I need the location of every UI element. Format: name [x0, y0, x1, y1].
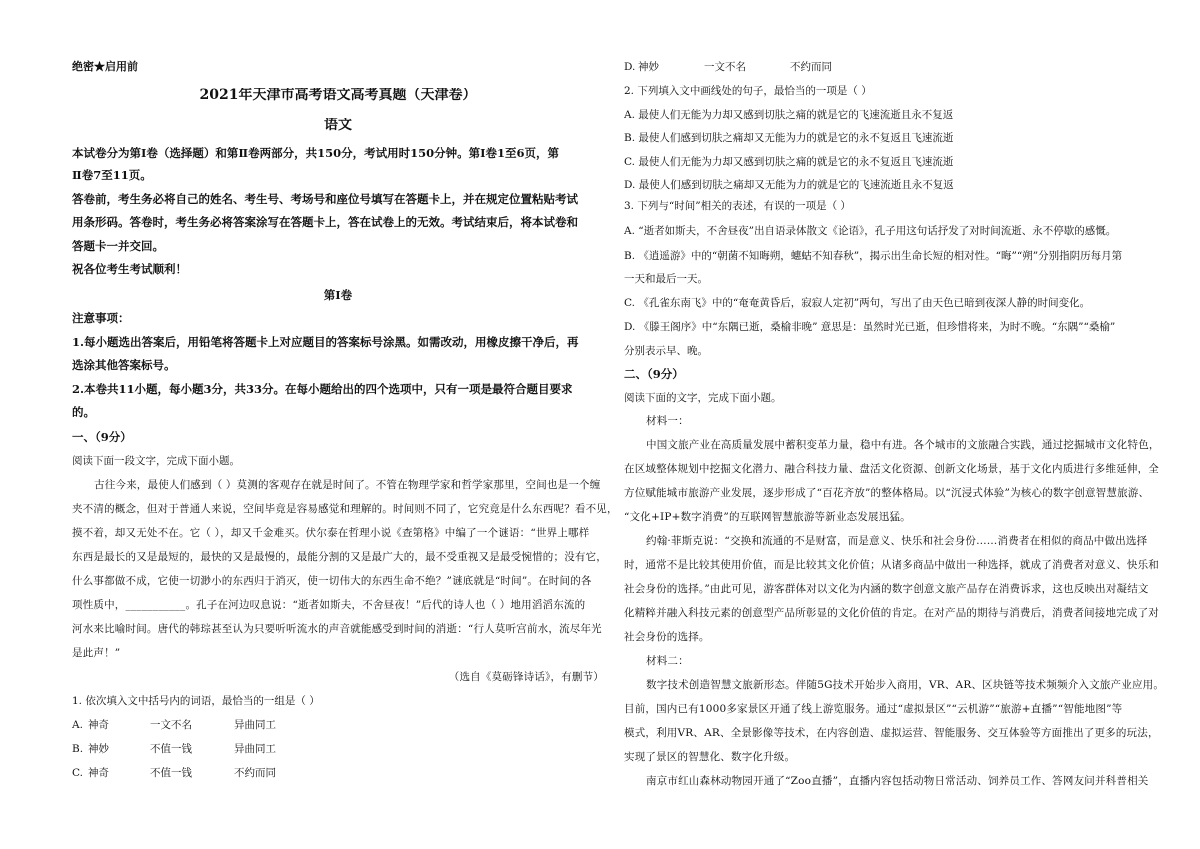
intro-line: 用条形码。答卷时，考生务必将答案涂写在答题卡上，答在试卷上的无效。考试结束后，将本试卷和: [72, 215, 578, 229]
material-label: 材料一：: [646, 415, 689, 427]
material-line: 数字技术创造智慧文旅新形态。伴随5G技术开始步入商用，VR、AR、区块链等技术频频介入文旅产业应用。: [646, 679, 1165, 691]
q3-option: 一天和最后一天。: [624, 273, 708, 285]
subject-title: 语文: [324, 118, 352, 132]
section-heading: 一、（9分）: [72, 430, 132, 444]
material-line: 实现了景区的智慧化、数字化升级。: [624, 751, 796, 763]
intro-line: 答题卡一并交回。: [72, 239, 164, 253]
intro-line: 答卷前，考生务必将自己的姓名、考生号、考场号和座位号填写在答题卡上，并在规定位置粘贴考试: [72, 192, 578, 206]
question-3: 3. 下列与“时间”相关的表述，有误的一项是（ ）: [624, 200, 851, 212]
q2-option: B. 最使人们感到切肤之痛却又无能为力的就是它的永不复返且飞速流逝: [624, 132, 954, 144]
intro-line: 本试卷分为第Ⅰ卷（选择题）和第Ⅱ卷两部分，共150分，考试用时150分钟。第Ⅰ卷1至6页，第: [72, 146, 559, 160]
notes-heading: 注意事项：: [72, 311, 130, 325]
confidential-label: 绝密★启用前: [72, 60, 138, 73]
option-label: B.: [72, 743, 84, 755]
q3-option: D. 《滕王阁序》中“东隅已逝，桑榆非晚” 意思是：虽然时光已逝，但珍惜将来，为时不晚。“东隅”“桑榆”: [624, 321, 1116, 333]
passage-line: 摸不着，却又无处不在。它（ ），却又千金难买。伏尔泰在哲理小说《查第格》中编了一个谜语：“世界上哪样: [72, 527, 590, 539]
passage-line: 夹不清的概念，但对于普通人来说，空间毕竟是容易感觉和理解的。时间则不同了，它究竟是什么东西呢？看不见，: [72, 503, 618, 515]
material-line: 社会身份的选择。: [624, 631, 710, 643]
note-line: 1.每小题选出答案后，用铅笔将答题卡上对应题目的答案标号涂黑。如需改动，用橡皮擦干净后，再: [72, 335, 579, 349]
option-label: A.: [72, 719, 83, 731]
option-word: 一文不名: [704, 61, 746, 73]
material-line: 化精粹并融入科技元素的创意型产品所彰显的文化价值的肯定。在对产品的期待与消费后，消费者间接地完成了对: [624, 607, 1159, 619]
passage-source: （选自《莫砺锋诗话》，有删节）: [448, 671, 604, 683]
passage-line: 是此声！”: [72, 647, 121, 659]
q3-option: C. 《孔雀东南飞》中的“奄奄黄昏后，寂寂人定初”两句，写出了由天色已暗到夜深人静的时间变化。: [624, 297, 1091, 309]
intro-line: 祝各位考生考试顺利！: [72, 262, 187, 276]
passage-line: 什么事都做不成，它使一切渺小的东西归于消灭，使一切伟大的东西生命不绝？”谜底就是“时间”。在时间的各: [72, 575, 592, 587]
material-line: 方位赋能城市旅游产业发展，逐步形成了“百花齐放”的整体格局。以“沉浸式体验”为核心的数字创意智慧旅游、: [624, 487, 1150, 499]
material-line: 时，通常不是比较其使用价值，而是比较其文化价值；从诸多商品中做出一种选择，就成了消费者对意义、快乐和: [624, 559, 1159, 571]
section-heading: 二、（9分）: [624, 367, 684, 381]
option-word: 不值一钱: [150, 743, 192, 755]
option-word: 异曲同工: [234, 719, 276, 731]
option-word: 不约而同: [234, 767, 276, 779]
passage-line: 项性质中，___________。孔子在河边叹息说：“逝者如斯夫，不舍昼夜！”后代的诗人也（ ）地用滔滔东流的: [72, 599, 586, 611]
option-word: 神妙: [88, 743, 109, 755]
option-label: D.: [624, 61, 636, 73]
exam-title: 2021年天津市高考语文高考真题（天津卷）: [199, 88, 477, 102]
material-line: 社会身份的选择。”由此可见，游客群体对以文化为内涵的数字创意文旅产品存在消费诉求，这也反映出对凝结文: [624, 583, 1149, 595]
option-word: 神妙: [638, 61, 659, 73]
section-instruction: 阅读下面一段文字，完成下面小题。: [72, 455, 240, 467]
option-word: 不值一钱: [150, 767, 192, 779]
material-line: 中国文旅产业在高质量发展中蓄积变革力量，稳中有进。各个城市的文旅融合实践，通过挖掘城市文化特色，: [646, 439, 1160, 451]
note-line: 的。: [72, 405, 95, 419]
material-line: 模式，利用VR、AR、全景影像等技术，在内容创造、虚拟运营、智能服务、交互体验等方面推出了更多的玩法，: [624, 727, 1159, 739]
option-word: 不约而同: [790, 61, 832, 73]
passage-line: 古往今来，最使人们感到（ ）莫测的客观存在就是时间了。不管在物理学家和哲学家那里，空间也是一个缠: [94, 479, 601, 491]
option-label: C.: [72, 767, 83, 779]
option-word: 一文不名: [150, 719, 192, 731]
material-line: 约翰·菲斯克说：“交换和流通的不是财富，而是意义、快乐和社会身份……消费者在相似的商品中做出选择: [646, 535, 1148, 547]
question-1: 1. 依次填入文中括号内的词语，最恰当的一组是（ ）: [72, 695, 320, 707]
option-word: 神奇: [88, 767, 109, 779]
section-instruction: 阅读下面的文字，完成下面小题。: [624, 392, 782, 404]
material-label: 材料二：: [646, 655, 689, 667]
intro-line: Ⅱ卷7至11页。: [72, 168, 152, 182]
note-line: 2.本卷共11小题，每小题3分，共33分。在每小题给出的四个选项中，只有一项是最符合题目要求: [72, 382, 573, 396]
material-line: 在区域整体规划中挖掘文化潜力、融合科技力量、盘活文化资源、创新文化场景，基于文化内质进行多维延伸，全: [624, 463, 1159, 475]
passage-line: 河水来比喻时间。唐代的韩琮甚至认为只要听听流水的声音就能感受到时间的消逝：“行人莫听宫前水，流尽年光: [72, 623, 602, 635]
material-line: 南京市红山森林动物园开通了“Zoo直播”，直播内容包括动物日常活动、饲养员工作、答网友问并科普相关: [646, 775, 1149, 787]
note-line: 选涂其他答案标号。: [72, 358, 176, 372]
option-word: 异曲同工: [234, 743, 276, 755]
passage-line: 东西是最长的又是最短的，最快的又是最慢的，最能分割的又是最广大的，最不受重视又是最受惋惜的；没有它，: [72, 551, 607, 563]
q2-option: D. 最使人们感到切肤之痛却又无能为力的就是它的飞速流逝且永不复返: [624, 179, 954, 191]
material-line: “文化+IP+数字消费”的互联网智慧旅游等新业态发展迅猛。: [624, 511, 911, 523]
q2-option: A. 最使人们无能为力却又感到切肤之痛的就是它的飞速流逝且永不复返: [624, 109, 954, 121]
q3-option: 分别表示早、晚。: [624, 345, 708, 357]
q3-option: A. “逝者如斯夫，不舍昼夜”出自语录体散文《论语》，孔子用这句话抒发了对时间流逝、永不停歇的感慨。: [624, 225, 1117, 237]
q2-option: C. 最使人们无能为力却又感到切肤之痛的就是它的永不复返且飞速流逝: [624, 156, 954, 168]
q3-option: B. 《逍遥游》中的“朝菌不知晦朔，蟪蛄不知春秋”，揭示出生命长短的相对性。“晦”“朔”分别指阴历每月第: [624, 250, 1123, 262]
option-word: 神奇: [88, 719, 109, 731]
question-2: 2. 下列填入文中画线处的句子，最恰当的一项是（ ）: [624, 85, 872, 97]
material-line: 目前，国内已有1000多家景区开通了线上游览服务。通过“虚拟景区”“云机游”“旅游+直播”“智能地图”等: [624, 703, 1123, 715]
volume-heading: 第Ⅰ卷: [323, 288, 353, 302]
